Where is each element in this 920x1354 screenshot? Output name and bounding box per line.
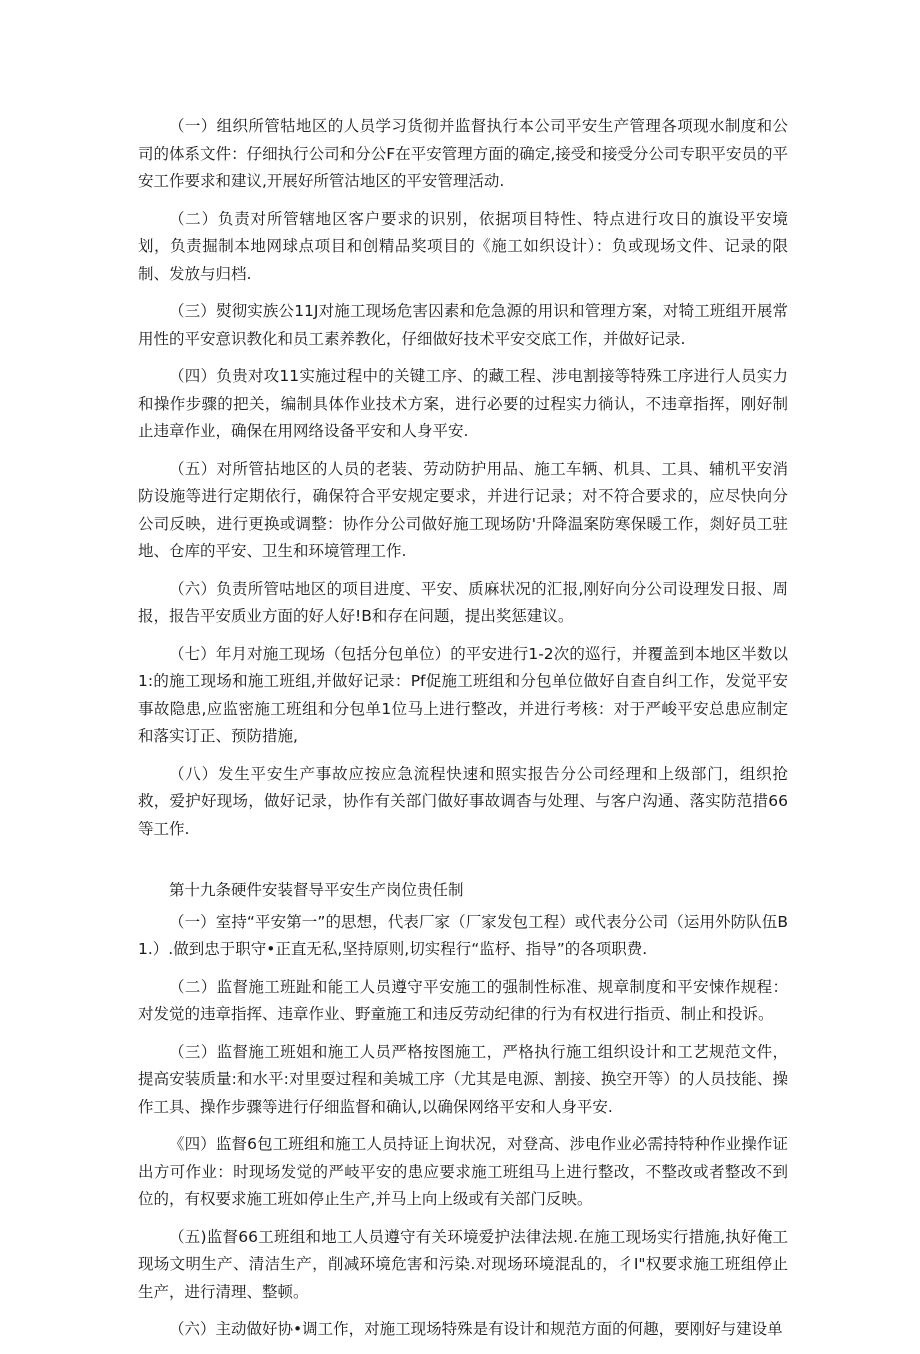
duty-paragraph-3: （三）监督施工班姐和施工人员严格按图施工，严格执行施工组织设计和工艺规范文件，提高安装质量:和水平:对里耍过程和美城工序（尤其是电源、割接、换空开等）的人员技能、操作工具、操作步骤等进行仔细监督和确认,以确保网络平安和人身平安. xyxy=(138,1042,788,1116)
clause-paragraph-2: （二）负责对所管辖地区客户要求的识别，依据项目特性、特点进行攻日的旗设平安境划，负责掘制本地网球点项目和创精品奖项目的《施工如织设计）：负或现场文件、记录的限制、发放与归档. xyxy=(138,209,788,283)
document-page xyxy=(138,113,788,1354)
duty-paragraph-4: 《四）监督6包工班组和施工人员持证上询状况，对登高、涉电作业必需持特种作业操作证出方可作业：时现场发觉的严岐平安的患应要求施工班组马上进行整改，不整改或者整改不到位的，有权要求施工班如停止生产,并马上向上级或有关部门反映。 xyxy=(138,1135,788,1208)
clause-paragraph-4: （四）负贵对攻11实施过程中的关键工序、的藏工程、涉电割接等特殊工序进行人员实力和操作步骤的把关，编制具体作业技术方案，进行必要的过程实力徜认，不违章指挥，刚好制止违章作业，确保在用网络设备平安和人身平安. xyxy=(138,367,788,440)
duty-paragraph-1: （一）室持“平安第一”的思想，代表厂家（厂家发包工程）或代表分公司（运用外防队伍B1.）.做到忠于职守•正直无私,坚持原则,切实程行“监杼、指导”的各项职费. xyxy=(138,912,788,958)
duty-paragraph-6: （六）主动做好协•调工作，对施工现场特殊是有设计和规范方面的何趣，要刚好与建设单 xyxy=(169,1320,783,1338)
clause-paragraph-6: （六）负责所管咕地区的项目进度、平安、质麻状况的汇报,刚好向分公司设理发日报、周报，报告平安质业方面的好人好!B和存在问题，提出奖惩建议。 xyxy=(138,579,788,625)
clause-paragraph-7: （七）年月对施工现场（包括分包单位）的平安进行1-2次的巡行，并覆盖到本地区半数以1:的施工现场和施工班组,并做好记录：Pf促施工班组和分包单位做好自查自纠工作，发觉平安事故隐患,应监密施工班组和分包单1位马上进行整改，并进行考核：对于严峻平安总患应制定和落实订正、预防措施, xyxy=(138,644,788,745)
clause-paragraph-5: （五）对所管拈地区的人员的老装、劳动防护用品、施工车辆、机具、工具、辅机平安消防设施等进行定期依行，确保符合平安规定要求，并进行记录；对不符合要求的，应尽快向分公司反映，进行更换或调整：协作分公司做好施工现场防'升降温案防寒保暖工作，剡好员工驻地、仓库的平安、卫生和环境管理工作. xyxy=(138,459,788,560)
duty-paragraph-5: （五)监督66工班组和地工人员遵守有关环境爱护法律法规.在施工现场实行措施,执好俺工现场文明生产、清洁生产，削减环境危害和污染.对现场环境混乱的，彳I"权要求施工班组停止生产，进行清理、整顿。 xyxy=(138,1227,788,1301)
clause-paragraph-1: （一）组织所管牯地区的人员学习货彻并监督执行本公司平安生产管理各项现水制度和公司的体系文件：仔细执行公司和分公F在平安管理方面的确定,接受和接受分公司专职平安员的平安工作要求和建议,开展好所管沽地区的平安管理活动. xyxy=(138,117,788,190)
section-heading: 第十九条硬件安装督导平安生产岗位贵任制 xyxy=(169,881,464,899)
duty-paragraph-2: （二）监督施工班趾和能工人员遵守平安施工的强制性标准、规章制度和平安悚作规程：对发觉的违章指挥、违章作业、野童施工和违反劳动纪律的行为有权进行指贡、制止和投诉。 xyxy=(138,977,788,1023)
clause-paragraph-3: （三）熨彻实族公11J对施工现场危害囚素和危急源的用识和管理方案，对犄工班组开展常用性的平安意识教化和员工素养教化，仔细做好技术平安交底工作，并做好记录. xyxy=(138,302,788,348)
clause-paragraph-8: （八）发生平安生产事故应按应急流程快速和照实报告分公司经理和上级部门，组织抢救，爱护好现场，做好记录，协作有关部门做好事故调杳与处理、与客户沟通、落实防范措66等工作. xyxy=(138,764,788,838)
